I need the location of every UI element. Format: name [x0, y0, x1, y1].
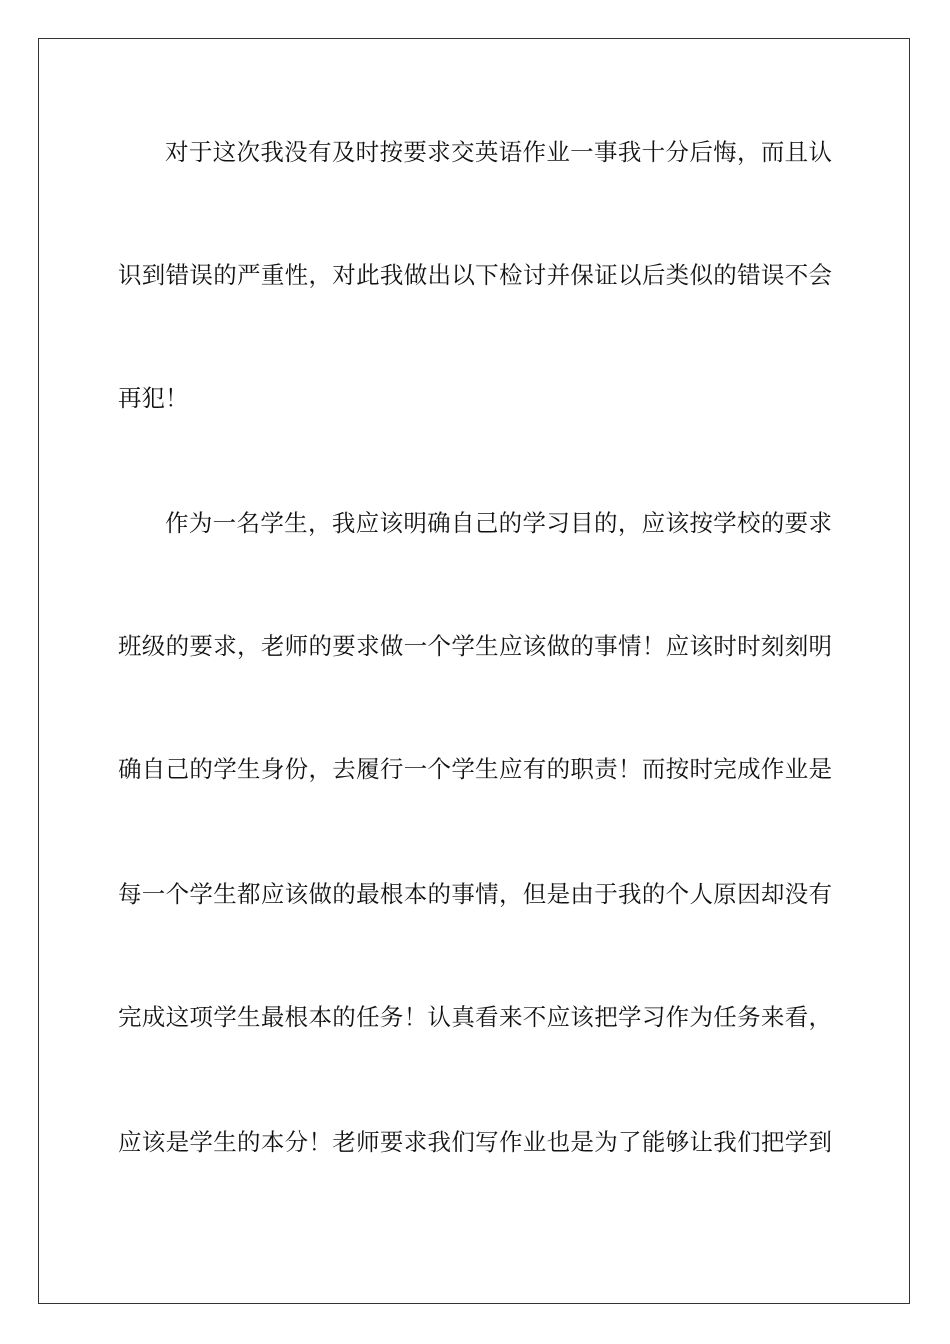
paragraph-2-line-2: 班级的要求，老师的要求做一个学生应该做的事情！应该时时刻刻明 — [118, 632, 832, 660]
paragraph-2-line-1: 作为一名学生，我应该明确自己的学习目的，应该按学校的要求 — [165, 509, 832, 537]
paragraph-2-line-5: 完成这项学生最根本的任务！认真看来不应该把学习作为任务来看， — [118, 1003, 832, 1031]
paragraph-1-line-3: 再犯！ — [118, 384, 189, 412]
page-border — [38, 38, 910, 1304]
paragraph-2-line-6: 应该是学生的本分！老师要求我们写作业也是为了能够让我们把学到 — [118, 1128, 832, 1156]
paragraph-1-line-1: 对于这次我没有及时按要求交英语作业一事我十分后悔，而且认 — [165, 138, 832, 166]
paragraph-2-line-4: 每一个学生都应该做的最根本的事情，但是由于我的个人原因却没有 — [118, 880, 832, 908]
paragraph-2-line-3: 确自己的学生身份，去履行一个学生应有的职责！而按时完成作业是 — [118, 755, 832, 783]
paragraph-1-line-2: 识到错误的严重性，对此我做出以下检讨并保证以后类似的错误不会 — [118, 261, 832, 289]
